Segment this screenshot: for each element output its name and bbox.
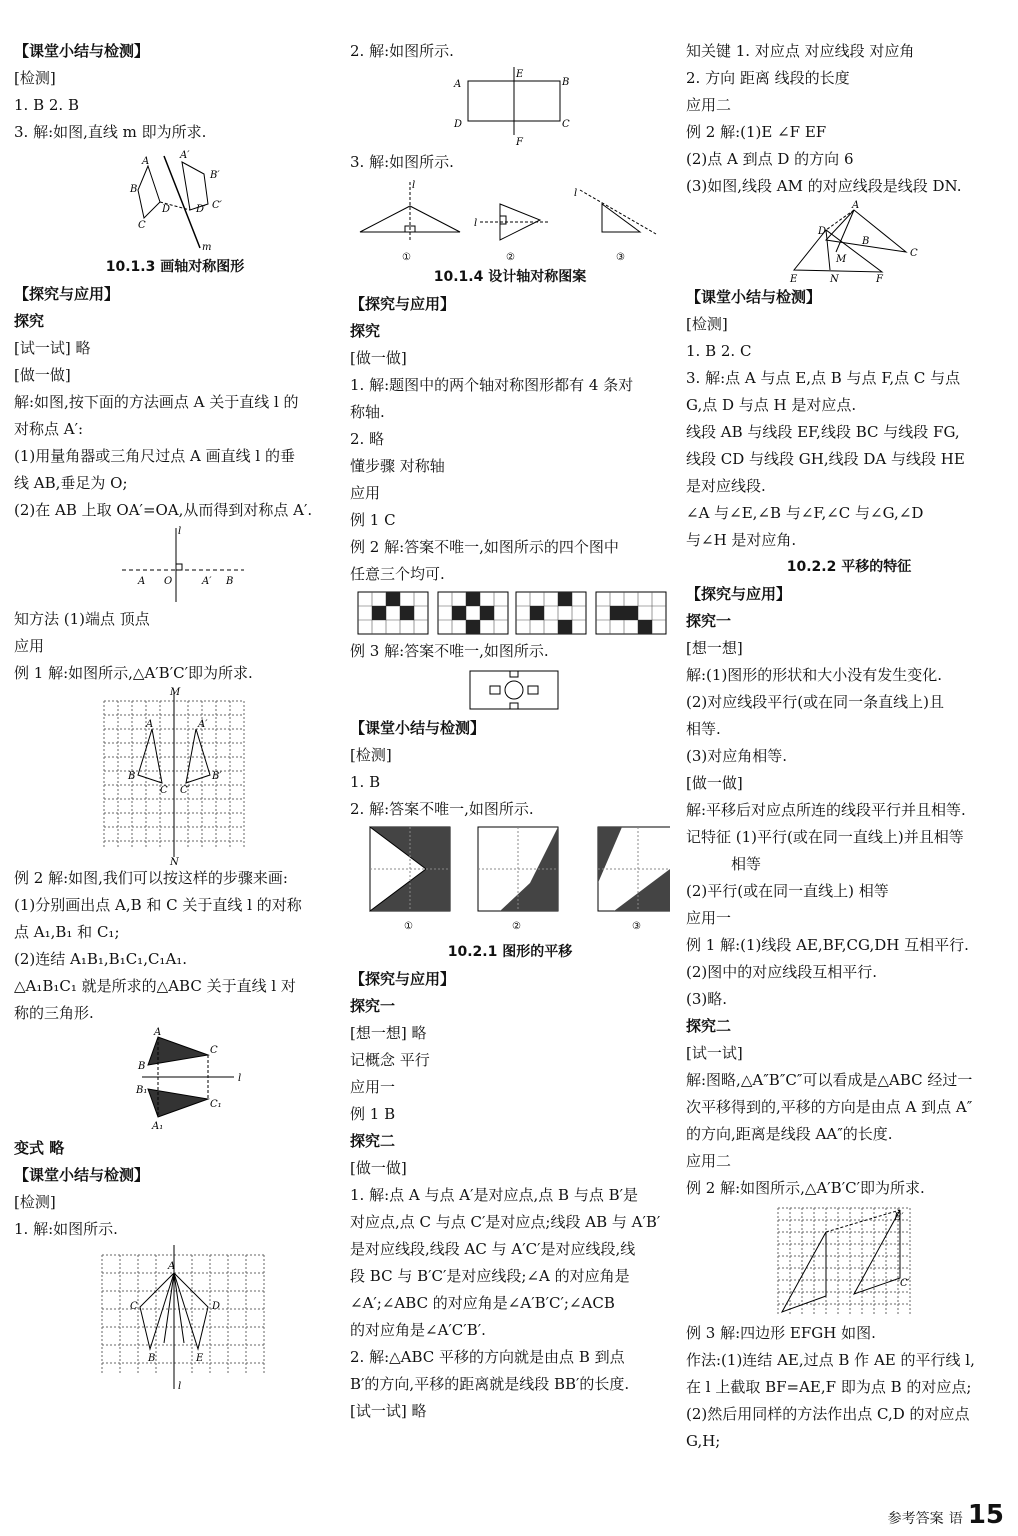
svg-text:N: N <box>830 274 839 284</box>
text-line: 1. B 2. B <box>14 96 79 114</box>
svg-text:A′: A′ <box>202 576 212 587</box>
text-line: 1. B 2. C <box>686 342 752 360</box>
text-line: [做一做] <box>686 774 743 792</box>
text-line: [检测] <box>350 746 392 764</box>
text-line: (1)用量角器或三角尺过点 A 画直线 l 的垂 <box>14 447 295 465</box>
text-line: 线段 CD 与线段 GH,线段 DA 与线段 HE <box>686 450 965 468</box>
text-line: 应用二 <box>686 1152 732 1170</box>
text-line: [检测] <box>14 1193 56 1211</box>
text-line: (2)然后用同样的方法作出点 C,D 的对应点 <box>686 1405 970 1423</box>
text-line: (2)对应线段平行(或在同一条直线上)且 <box>686 693 944 711</box>
svg-text:l: l <box>474 218 478 229</box>
text-line: 作法:(1)连结 AE,过点 B 作 AE 的平行线 l, <box>686 1351 975 1369</box>
text-line: [想一想] 略 <box>350 1024 427 1042</box>
text-line: ∠A′;∠ABC 的对应角是∠A′B′C′;∠ACB <box>350 1294 615 1312</box>
text-line: 点 A₁,B₁ 和 C₁; <box>14 923 120 941</box>
text-line: G,H; <box>686 1432 721 1450</box>
text-line: (2)图中的对应线段互相平行. <box>686 963 878 981</box>
svg-text:B′: B′ <box>212 771 222 782</box>
text-line: 线段 AB 与线段 EF,线段 BC 与线段 FG, <box>686 423 960 441</box>
heading: 探究 <box>350 322 381 340</box>
figure-grid-example-1 <box>14 687 336 865</box>
text-line: 应用 <box>14 637 45 655</box>
text-line: (2)点 A 到点 D 的方向 6 <box>686 150 854 168</box>
svg-text:l: l <box>574 188 578 199</box>
svg-text:F: F <box>516 137 523 148</box>
heading: 【探究与应用】 <box>350 970 456 988</box>
text-line: 解:(1)图形的形状和大小没有发生变化. <box>686 666 943 684</box>
text-line: (3)如图,线段 AM 的对应线段是线段 DN. <box>686 177 962 195</box>
text-line: (2)连结 A₁B₁,B₁C₁,C₁A₁. <box>14 950 188 968</box>
figure-grid-check-1 <box>14 1243 336 1393</box>
text-line: 对称点 A′: <box>14 420 84 438</box>
text-line: 懂步骤 对称轴 <box>350 457 445 475</box>
text-line: 3. 解:点 A 与点 E,点 B 与点 F,点 C 与点 <box>686 369 961 387</box>
text-line: B′的方向,平移的距离就是线段 BB′的长度. <box>350 1375 630 1393</box>
text-line: [检测] <box>14 69 56 87</box>
text-line: [试一试] 略 <box>14 339 91 357</box>
text-line: 知关键 1. 对应点 对应线段 对应角 <box>686 42 915 60</box>
heading: 【探究与应用】 <box>350 295 456 313</box>
svg-text:C: C <box>210 1045 218 1056</box>
svg-text:m: m <box>202 242 212 253</box>
svg-text:A: A <box>454 79 462 90</box>
svg-text:A: A <box>146 719 154 730</box>
svg-text:A: A <box>168 1261 176 1272</box>
svg-text:B: B <box>130 184 138 195</box>
text-line: 解:图略,△A″B″C″可以看成是△ABC 经过一 <box>686 1071 973 1089</box>
svg-text:A₁: A₁ <box>152 1121 164 1132</box>
text-line: (3)对应角相等. <box>686 747 788 765</box>
heading: 探究二 <box>686 1017 732 1035</box>
section-title: 10.2.2 平移的特征 <box>786 559 912 575</box>
text-line: 1. B <box>350 773 381 791</box>
svg-text:C: C <box>130 1301 138 1312</box>
figure-symmetric-point <box>14 524 336 606</box>
text-line: [检测] <box>686 315 728 333</box>
text-line: [做一做] <box>350 349 407 367</box>
svg-text:D: D <box>162 204 171 215</box>
heading: 【课堂小结与检测】 <box>14 42 150 60</box>
page-footer <box>888 1500 1004 1530</box>
heading: 【课堂小结与检测】 <box>14 1166 150 1184</box>
heading: 探究二 <box>350 1132 396 1150</box>
svg-text:B₁: B₁ <box>136 1085 148 1096</box>
text-line: 2. 方向 距离 线段的长度 <box>686 69 850 87</box>
svg-text:B: B <box>226 576 234 587</box>
text-line: [做一做] <box>14 366 71 384</box>
text-line: 记概念 平行 <box>350 1051 430 1069</box>
svg-text:C: C <box>138 220 146 231</box>
svg-text:l: l <box>238 1073 242 1084</box>
svg-text:B: B <box>128 771 136 782</box>
svg-text:M: M <box>170 687 181 698</box>
text-line: 应用二 <box>686 96 732 114</box>
heading: 【课堂小结与检测】 <box>350 719 486 737</box>
figure-label: ③ <box>616 252 625 263</box>
text-line: 的方向,距离是线段 AA″的长度. <box>686 1125 893 1143</box>
figure-line-m <box>14 146 336 254</box>
text-line: 例 3 解:答案不唯一,如图所示. <box>350 642 549 660</box>
svg-text:N: N <box>170 857 179 865</box>
text-line: [试一试] 略 <box>350 1402 427 1420</box>
figure-grid-translation <box>686 1202 1012 1320</box>
text-line: 是对应线段. <box>686 477 766 495</box>
text-line: 3. 解:如图所示. <box>350 153 454 171</box>
heading: 探究 <box>14 312 45 330</box>
svg-text:M: M <box>836 254 847 265</box>
text-line: 的对应角是∠A′C′B′. <box>350 1321 486 1339</box>
text-line: [做一做] <box>350 1159 407 1177</box>
text-line: 例 1 C <box>350 511 396 529</box>
svg-text:B: B <box>862 236 870 247</box>
text-line: 解:平移后对应点所连的线段平行并且相等. <box>686 801 966 819</box>
svg-text:E: E <box>790 274 798 284</box>
figure-label: ① <box>402 252 411 263</box>
svg-text:D: D <box>454 119 463 130</box>
heading: 探究一 <box>350 997 396 1015</box>
text-line: 1. 解:题图中的两个轴对称图形都有 4 条对 <box>350 376 634 394</box>
text-line: 2. 解:△ABC 平移的方向就是由点 B 到点 <box>350 1348 625 1366</box>
column-2 <box>350 38 670 1425</box>
heading: 【探究与应用】 <box>686 585 792 603</box>
svg-text:l: l <box>178 1381 182 1392</box>
svg-text:C: C <box>910 248 918 259</box>
figure-translated-triangles <box>686 200 1012 284</box>
heading: 【课堂小结与检测】 <box>686 288 822 306</box>
text-line: ∠A 与∠E,∠B 与∠F,∠C 与∠G,∠D <box>686 504 924 522</box>
heading: 探究一 <box>686 612 732 630</box>
section-title: 10.2.1 图形的平移 <box>447 944 573 960</box>
text-line: 解:如图,按下面的方法画点 A 关于直线 l 的 <box>14 393 299 411</box>
svg-text:A: A <box>852 200 860 211</box>
text-line: 2. 解:如图所示. <box>350 42 454 60</box>
footer-prefix: 语 <box>948 1511 963 1527</box>
svg-text:E: E <box>196 1353 204 1364</box>
text-line: 应用一 <box>350 1078 396 1096</box>
section-title: 10.1.3 画轴对称图形 <box>105 259 245 275</box>
text-line: (3)略. <box>686 990 728 1008</box>
text-line: 在 l 上截取 BF=AE,F 即为点 B 的对应点; <box>686 1378 972 1396</box>
text-line: 例 2 解:如图,我们可以按这样的步骤来画: <box>14 869 288 887</box>
text-line: 例 3 解:四边形 EFGH 如图. <box>686 1324 876 1342</box>
text-line: 例 1 解:(1)线段 AE,BF,CG,DH 互相平行. <box>686 936 969 954</box>
svg-text:D: D <box>212 1301 221 1312</box>
svg-text:l: l <box>178 526 182 537</box>
text-line: △A₁B₁C₁ 就是所求的△ABC 关于直线 l 对 <box>14 977 296 995</box>
text-line: 2. 解:答案不唯一,如图所示. <box>350 800 534 818</box>
text-line: 例 1 B <box>350 1105 396 1123</box>
text-line: 3. 解:如图,直线 m 即为所求. <box>14 123 207 141</box>
svg-text:C′: C′ <box>900 1278 910 1289</box>
text-line: 对应点,点 C 与点 C′是对应点;线段 AB 与 A′B′ <box>350 1213 661 1231</box>
text-line: 1. 解:点 A 与点 A′是对应点,点 B 与点 B′是 <box>350 1186 639 1204</box>
text-line: 应用 <box>350 484 381 502</box>
text-line: 变式 略 <box>14 1139 65 1157</box>
svg-text:O: O <box>164 576 173 587</box>
text-line: 相等 <box>731 855 762 873</box>
svg-text:D: D <box>818 226 827 237</box>
text-line: 与∠H 是对应角. <box>686 531 797 549</box>
text-line: 任意三个均可. <box>350 565 445 583</box>
text-line: 称的三角形. <box>14 1004 94 1022</box>
text-line: (2)平行(或在同一直线上) 相等 <box>686 882 889 900</box>
svg-text:D′: D′ <box>196 204 207 215</box>
text-line: 段 BC 与 B′C′是对应线段;∠A 的对应角是 <box>350 1267 630 1285</box>
text-line: 知方法 (1)端点 顶点 <box>14 610 150 628</box>
svg-text:l: l <box>412 180 416 191</box>
figure-label: ③ <box>632 921 641 932</box>
svg-text:A: A <box>142 156 150 167</box>
text-line: G,点 D 与点 H 是对应点. <box>686 396 857 414</box>
figure-shaded-squares <box>350 823 670 939</box>
svg-text:B′: B′ <box>894 1212 904 1223</box>
page-number: 15 <box>967 1500 1004 1530</box>
svg-text:F: F <box>876 274 883 284</box>
figure-label: ② <box>506 252 515 263</box>
figure-grid-patterns <box>350 588 670 638</box>
text-line: [试一试] <box>686 1044 743 1062</box>
svg-text:A′: A′ <box>180 150 190 161</box>
svg-text:A′: A′ <box>198 719 208 730</box>
svg-text:C₁: C₁ <box>210 1099 222 1110</box>
text-line: 例 1 解:如图所示,△A′B′C′即为所求. <box>14 664 253 682</box>
text-line: 1. 解:如图所示. <box>14 1220 118 1238</box>
text-line: 例 2 解:如图所示,△A′B′C′即为所求. <box>686 1179 925 1197</box>
figure-circle-pattern <box>350 665 670 715</box>
section-title: 10.1.4 设计轴对称图案 <box>433 269 587 285</box>
text-line: 线 AB,垂足为 O; <box>14 474 128 492</box>
svg-text:C′: C′ <box>212 200 222 211</box>
text-line: [想一想] <box>686 639 743 657</box>
svg-text:A: A <box>138 576 146 587</box>
figure-three-triangles <box>350 176 670 264</box>
svg-text:B: B <box>148 1353 156 1364</box>
svg-text:A: A <box>154 1027 162 1038</box>
text-line: 相等. <box>686 720 721 738</box>
text-line: (1)分别画出点 A,B 和 C 关于直线 l 的对称 <box>14 896 302 914</box>
svg-text:C′: C′ <box>180 785 190 796</box>
text-line: 次平移得到的,平移的方向是由点 A 到点 A″ <box>686 1098 973 1116</box>
figure-label: ① <box>404 921 413 932</box>
text-line: 记特征 (1)平行(或在同一直线上)并且相等 <box>686 828 964 846</box>
heading: 【探究与应用】 <box>14 285 120 303</box>
svg-text:B′: B′ <box>210 170 220 181</box>
figure-rectangle-axis <box>350 65 670 149</box>
svg-text:E: E <box>516 69 524 80</box>
svg-text:C: C <box>160 785 168 796</box>
text-line: 例 2 解:答案不唯一,如图所示的四个图中 <box>350 538 619 556</box>
svg-text:B: B <box>562 77 570 88</box>
figure-reflected-triangle <box>14 1027 336 1135</box>
column-1 <box>14 38 336 1393</box>
text-line: 2. 略 <box>350 430 385 448</box>
text-line: 称轴. <box>350 403 385 421</box>
svg-text:C: C <box>562 119 570 130</box>
svg-text:B: B <box>138 1061 146 1072</box>
text-line: 是对应线段,线段 AC 与 A′C′是对应线段,线 <box>350 1240 636 1258</box>
text-line: (2)在 AB 上取 OA′=OA,从而得到对称点 A′. <box>14 501 313 519</box>
figure-label: ② <box>512 921 521 932</box>
text-line: 例 2 解:(1)E ∠F EF <box>686 123 827 141</box>
text-line: 应用一 <box>686 909 732 927</box>
column-3 <box>686 38 1012 1455</box>
footer-label: 参考答案 <box>887 1511 944 1527</box>
